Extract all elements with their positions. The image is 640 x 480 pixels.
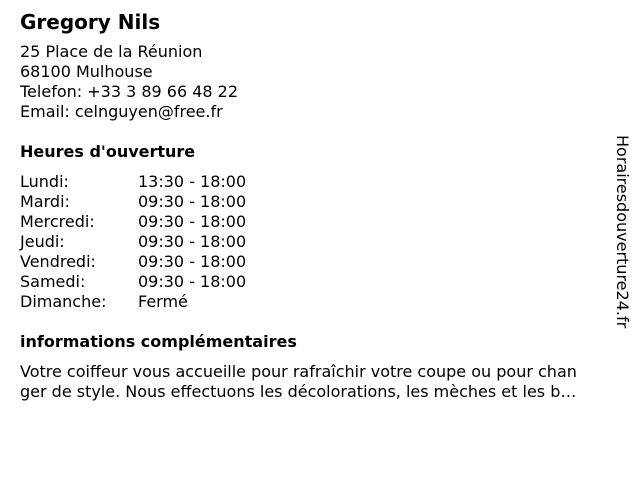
info-line: Votre coiffeur vous accueille pour rafraîchir votre coupe ou pour chan: [20, 362, 577, 381]
address-city: 68100 Mulhouse: [20, 62, 153, 81]
hours-row: [20, 192, 620, 212]
day-label: Jeudi:: [20, 232, 65, 251]
time-value: 09:30 - 18:00: [138, 212, 247, 231]
day-label: Samedi:: [20, 272, 86, 291]
day-label: Vendredi:: [20, 252, 96, 271]
time-value: 09:30 - 18:00: [138, 232, 247, 251]
hours-row: [20, 292, 620, 312]
time-value: 09:30 - 18:00: [138, 272, 247, 291]
hours-row: [20, 172, 620, 192]
info-line: ger de style. Nous effectuons les décolorations, les mèches et les b…: [20, 382, 577, 401]
hours-row: [20, 272, 620, 292]
address-street: 25 Place de la Réunion: [20, 42, 203, 61]
hours-row: [20, 212, 620, 232]
hours-row: [20, 232, 620, 252]
hours-heading: Heures d'ouverture: [20, 142, 196, 161]
email-line: Email: celnguyen@free.fr: [20, 102, 223, 121]
info-heading: informations complémentaires: [20, 332, 297, 351]
day-label: Lundi:: [20, 172, 69, 191]
time-value: 13:30 - 18:00: [138, 172, 247, 191]
phone-line: Telefon: +33 3 89 66 48 22: [20, 82, 239, 101]
business-name: Gregory Nils: [20, 10, 161, 34]
time-value: 09:30 - 18:00: [138, 192, 247, 211]
day-label: Mardi:: [20, 192, 70, 211]
business-card: [20, 10, 620, 402]
hours-row: [20, 252, 620, 272]
site-watermark: Horairesdouverture24.fr: [613, 135, 632, 329]
hours-table: [20, 172, 620, 312]
contact-block: [20, 42, 620, 122]
info-description: [20, 362, 625, 402]
time-value: Fermé: [138, 292, 188, 311]
day-label: Dimanche:: [20, 292, 107, 311]
time-value: 09:30 - 18:00: [138, 252, 247, 271]
day-label: Mercredi:: [20, 212, 95, 231]
